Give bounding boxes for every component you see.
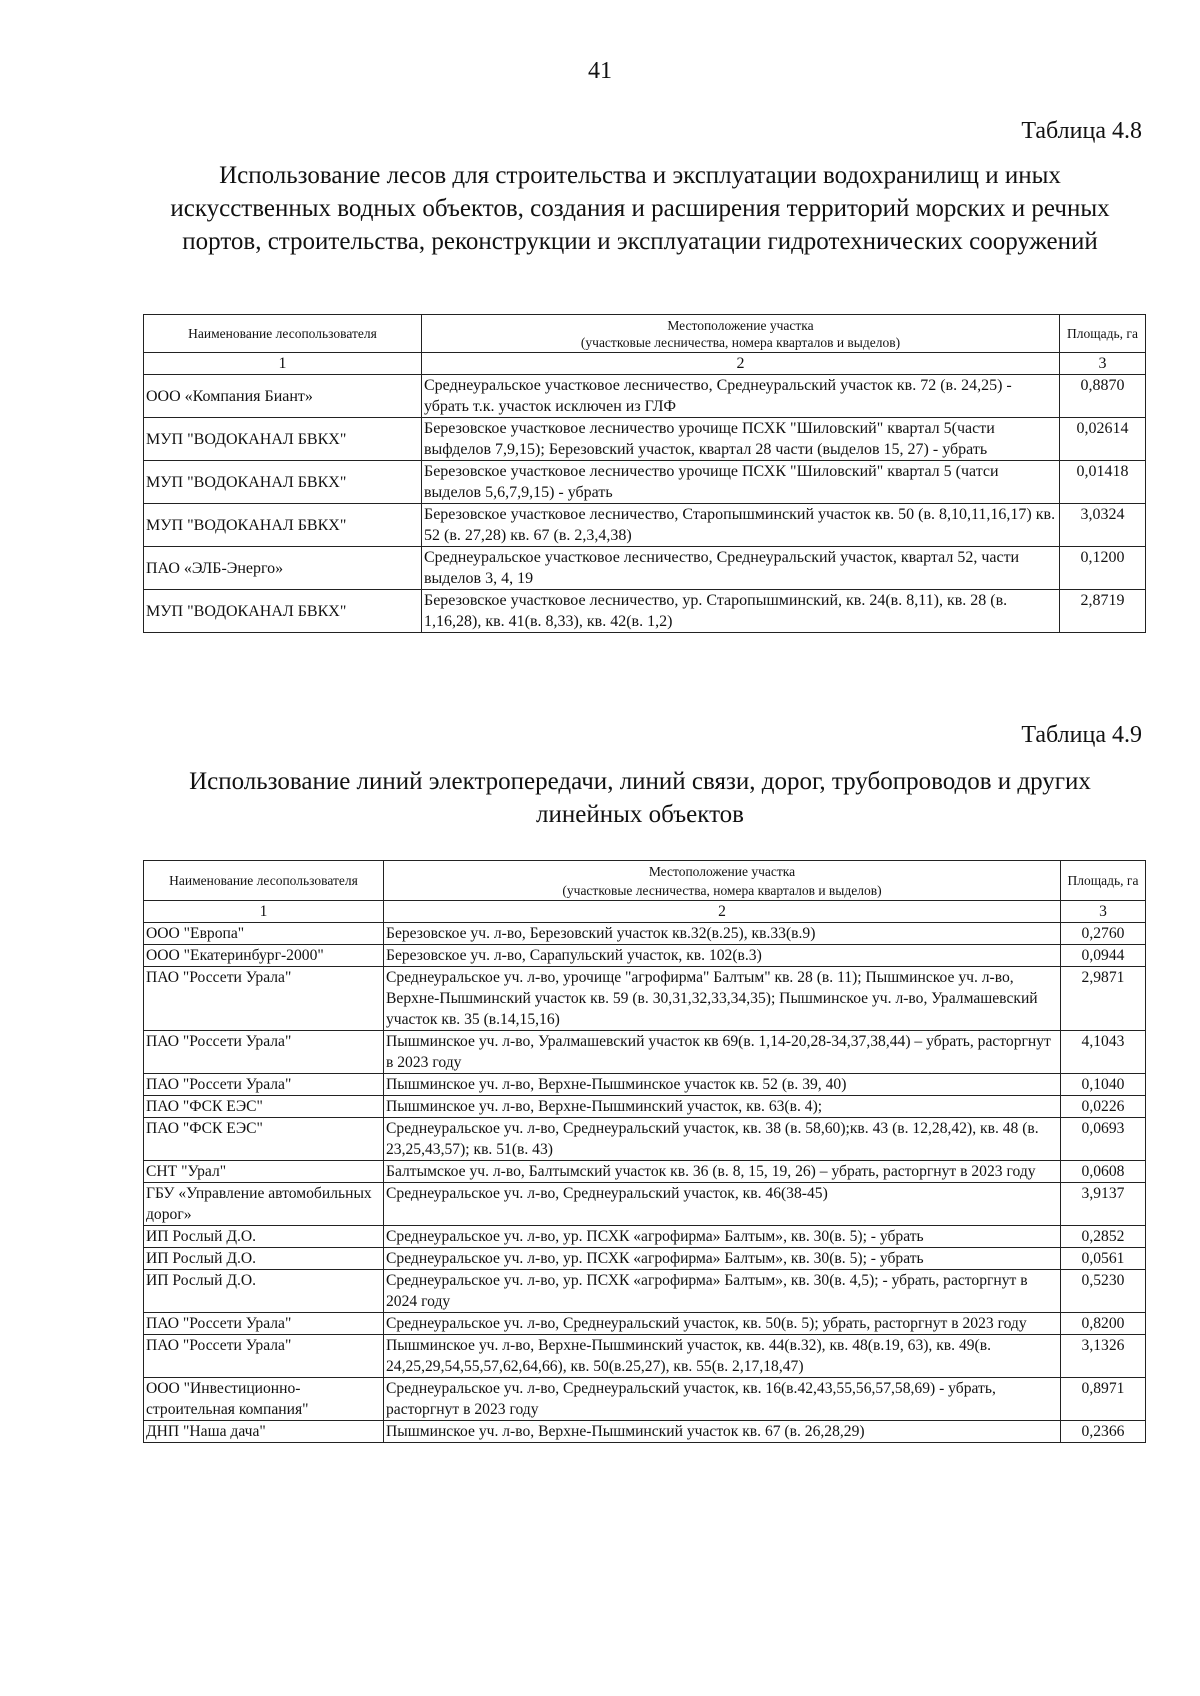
table-row (144, 945, 1146, 967)
table-row (144, 923, 1146, 945)
table-row (144, 547, 1146, 590)
cell-location: Березовское уч. л-во, Сарапульский участок, кв. 102(в.3) (384, 945, 1061, 967)
cell-location: Среднеуральское уч. л-во, Среднеуральский участок, кв. 46(38-45) (384, 1183, 1061, 1226)
cell-location: Среднеуральское участковое лесничество, Среднеуральский участок, квартал 52, части выделов 3, 4, 19 (422, 547, 1060, 590)
cell-area: 3,9137 (1061, 1183, 1146, 1226)
cell-area: 0,8200 (1061, 1313, 1146, 1335)
column-numbers-row (144, 353, 1146, 375)
table-4-8-title: Использование лесов для строительства и эксплуатации водохранилищ и иных искусственных водных объектов, создания и расширения территорий морских и речных портов, строительства, реконструкции и эксплуатации гидротехнических сооружений (170, 162, 1110, 255)
cell-location: Березовское участковое лесничество урочище ПСХК "Шиловский" квартал 5 (чатси выделов 5,6,7,9,15) - убрать (422, 461, 1060, 504)
table-row (144, 1378, 1146, 1421)
cell-user: ООО "Европа" (144, 923, 384, 945)
header-location (422, 315, 1060, 353)
header-area: Площадь, га (1061, 861, 1146, 901)
cell-area: 3,1326 (1061, 1335, 1146, 1378)
cell-location: Пышминское уч. л-во, Верхне-Пышминский участок, кв. 63(в. 4); (384, 1096, 1061, 1118)
cell-user: ПАО "ФСК ЕЭС" (144, 1096, 384, 1118)
table-row (144, 1161, 1146, 1183)
table-row (144, 590, 1146, 633)
table-row (144, 1074, 1146, 1096)
table-row (144, 1031, 1146, 1074)
cell-area: 0,8870 (1060, 375, 1146, 418)
cell-user: ИП Рослый Д.О. (144, 1226, 384, 1248)
cell-user: СНТ "Урал" (144, 1161, 384, 1183)
table-row (144, 967, 1146, 1031)
header-location-subtitle: (участковые лесничества, номера кварталов и выделов) (580, 334, 901, 350)
cell-area: 0,0608 (1061, 1161, 1146, 1183)
cell-area: 3,0324 (1060, 504, 1146, 547)
table-row (144, 1096, 1146, 1118)
cell-user: ПАО "Россети Урала" (144, 1074, 384, 1096)
table-row (144, 418, 1146, 461)
column-number: 3 (1061, 901, 1146, 923)
cell-area: 4,1043 (1061, 1031, 1146, 1074)
table-row (144, 1313, 1146, 1335)
cell-area: 0,2760 (1061, 923, 1146, 945)
column-number: 3 (1060, 353, 1146, 375)
cell-area: 0,1200 (1060, 547, 1146, 590)
table-row (144, 1335, 1146, 1378)
cell-user: ПАО "ФСК ЕЭС" (144, 1118, 384, 1161)
cell-area: 0,0226 (1061, 1096, 1146, 1118)
cell-location: Среднеуральское уч. л-во, ур. ПСХК «агрофирма» Балтым», кв. 30(в. 5); - убрать (384, 1226, 1061, 1248)
table-4-9-label: Таблица 4.9 (1021, 722, 1142, 748)
table-row (144, 1118, 1146, 1161)
cell-location: Среднеуральское уч. л-во, Среднеуральский участок, кв. 50(в. 5); убрать, расторгнут в 2023 году (384, 1313, 1061, 1335)
header-area: Площадь, га (1060, 315, 1146, 353)
cell-user: ПАО "Россети Урала" (144, 1335, 384, 1378)
cell-location: Пышминское уч. л-во, Верхне-Пышминское участок кв. 52 (в. 39, 40) (384, 1074, 1061, 1096)
table-row (144, 1421, 1146, 1443)
cell-location: Среднеуральское уч. л-во, урочище "агрофирма" Балтым" кв. 28 (в. 11); Пышминское уч. л-во, Верхне-Пышминский участок кв. 59 (в. 30,31,32,33,34,35); Пышминское уч. л-во, Уралмашевский участок кв. 35 (в.14,15,16) (384, 967, 1061, 1031)
cell-location: Пышминское уч. л-во, Уралмашевский участок кв 69(в. 1,14-20,28-34,37,38,44) – убрать, расторгнут в 2023 году (384, 1031, 1061, 1074)
cell-user: МУП "ВОДОКАНАЛ БВКХ" (144, 504, 422, 547)
table-4-8 (143, 314, 1146, 633)
cell-user: МУП "ВОДОКАНАЛ БВКХ" (144, 461, 422, 504)
cell-location: Березовское участковое лесничество, Старопышминский участок кв. 50 (в. 8,10,11,16,17) кв. 52 (в. 27,28) кв. 67 (в. 2,3,4,38) (422, 504, 1060, 547)
cell-user: ДНП "Наша дача" (144, 1421, 384, 1443)
table-row (144, 1270, 1146, 1313)
cell-user: ООО "Инвестиционно-строительная компания" (144, 1378, 384, 1421)
cell-area: 0,2852 (1061, 1226, 1146, 1248)
header-location-title: Местоположение участка (667, 317, 814, 333)
cell-user: МУП "ВОДОКАНАЛ БВКХ" (144, 590, 422, 633)
column-numbers-row (144, 901, 1146, 923)
cell-area: 0,0693 (1061, 1118, 1146, 1161)
page-number: 41 (588, 58, 612, 84)
cell-location: Пышминское уч. л-во, Верхне-Пышминский участок, кв. 44(в.32), кв. 48(в.19, 63), кв. 49(в. 24,25,29,54,55,57,62,64,66), кв. 50(в.25,27), кв. 55(в. 2,17,18,47) (384, 1335, 1061, 1378)
cell-location: Среднеуральское уч. л-во, ур. ПСХК «агрофирма» Балтым», кв. 30(в. 5); - убрать (384, 1248, 1061, 1270)
cell-location: Среднеуральское уч. л-во, Среднеуральский участок, кв. 38 (в. 58,60);кв. 43 (в. 12,28,42), кв. 48 (в. 23,25,43,57); кв. 51(в. 43) (384, 1118, 1061, 1161)
table-4-9 (143, 860, 1146, 1443)
cell-location: Среднеуральское участковое лесничество, Среднеуральский участок кв. 72 (в. 24,25) - убрать т.к. участок исключен из ГЛФ (422, 375, 1060, 418)
cell-user: ГБУ «Управление автомобильных дорог» (144, 1183, 384, 1226)
cell-area: 2,9871 (1061, 967, 1146, 1031)
cell-user: ООО «Компания Биант» (144, 375, 422, 418)
cell-location: Балтымское уч. л-во, Балтымский участок кв. 36 (в. 8, 15, 19, 26) – убрать, расторгнут в 2023 году (384, 1161, 1061, 1183)
cell-area: 0,1040 (1061, 1074, 1146, 1096)
cell-location: Березовское уч. л-во, Березовский участок кв.32(в.25), кв.33(в.9) (384, 923, 1061, 945)
table-row (144, 1183, 1146, 1226)
table-row (144, 504, 1146, 547)
cell-area: 0,01418 (1060, 461, 1146, 504)
header-location-subtitle: (участковые лесничества, номера кварталов и выделов) (562, 882, 882, 898)
table-row (144, 375, 1146, 418)
column-number: 1 (144, 901, 384, 923)
cell-area: 0,0944 (1061, 945, 1146, 967)
header-location-title: Местоположение участка (648, 863, 796, 879)
cell-location: Березовское участковое лесничество, ур. Старопышминский, кв. 24(в. 8,11), кв. 28 (в. 1,16,28), кв. 41(в. 8,33), кв. 42(в. 1,2) (422, 590, 1060, 633)
header-location (384, 861, 1061, 901)
cell-user: ПАО "Россети Урала" (144, 1313, 384, 1335)
cell-user: ПАО "Россети Урала" (144, 967, 384, 1031)
cell-user: ООО "Екатеринбург-2000" (144, 945, 384, 967)
cell-user: ИП Рослый Д.О. (144, 1248, 384, 1270)
header-user: Наименование лесопользователя (144, 861, 384, 901)
table-row (144, 461, 1146, 504)
cell-area: 0,8971 (1061, 1378, 1146, 1421)
cell-area: 2,8719 (1060, 590, 1146, 633)
cell-location: Пышминское уч. л-во, Верхне-Пышминский участок кв. 67 (в. 26,28,29) (384, 1421, 1061, 1443)
column-number: 2 (384, 901, 1061, 923)
cell-user: МУП "ВОДОКАНАЛ БВКХ" (144, 418, 422, 461)
cell-area: 0,02614 (1060, 418, 1146, 461)
column-number: 1 (144, 353, 422, 375)
cell-user: ПАО "Россети Урала" (144, 1031, 384, 1074)
cell-location: Среднеуральское уч. л-во, Среднеуральский участок, кв. 16(в.42,43,55,56,57,58,69) - убрать, расторгнут в 2023 году (384, 1378, 1061, 1421)
table-4-8-label: Таблица 4.8 (1021, 118, 1142, 144)
cell-area: 0,2366 (1061, 1421, 1146, 1443)
table-row (144, 1248, 1146, 1270)
cell-location: Среднеуральское уч. л-во, ур. ПСХК «агрофирма» Балтым», кв. 30(в. 4,5); - убрать, расторгнут в 2024 году (384, 1270, 1061, 1313)
cell-user: ПАО «ЭЛБ-Энерго» (144, 547, 422, 590)
table-4-9-title: Использование линий электропередачи, линий связи, дорог, трубопроводов и других линейных объектов (189, 768, 1091, 828)
header-user: Наименование лесопользователя (144, 315, 422, 353)
cell-location: Березовское участковое лесничество урочище ПСХК "Шиловский" квартал 5(части выфделов 7,9,15); Березовский участок, квартал 28 части (выделов 15, 27) - убрать (422, 418, 1060, 461)
table-row (144, 1226, 1146, 1248)
cell-area: 0,0561 (1061, 1248, 1146, 1270)
column-number: 2 (422, 353, 1060, 375)
cell-area: 0,5230 (1061, 1270, 1146, 1313)
cell-user: ИП Рослый Д.О. (144, 1270, 384, 1313)
